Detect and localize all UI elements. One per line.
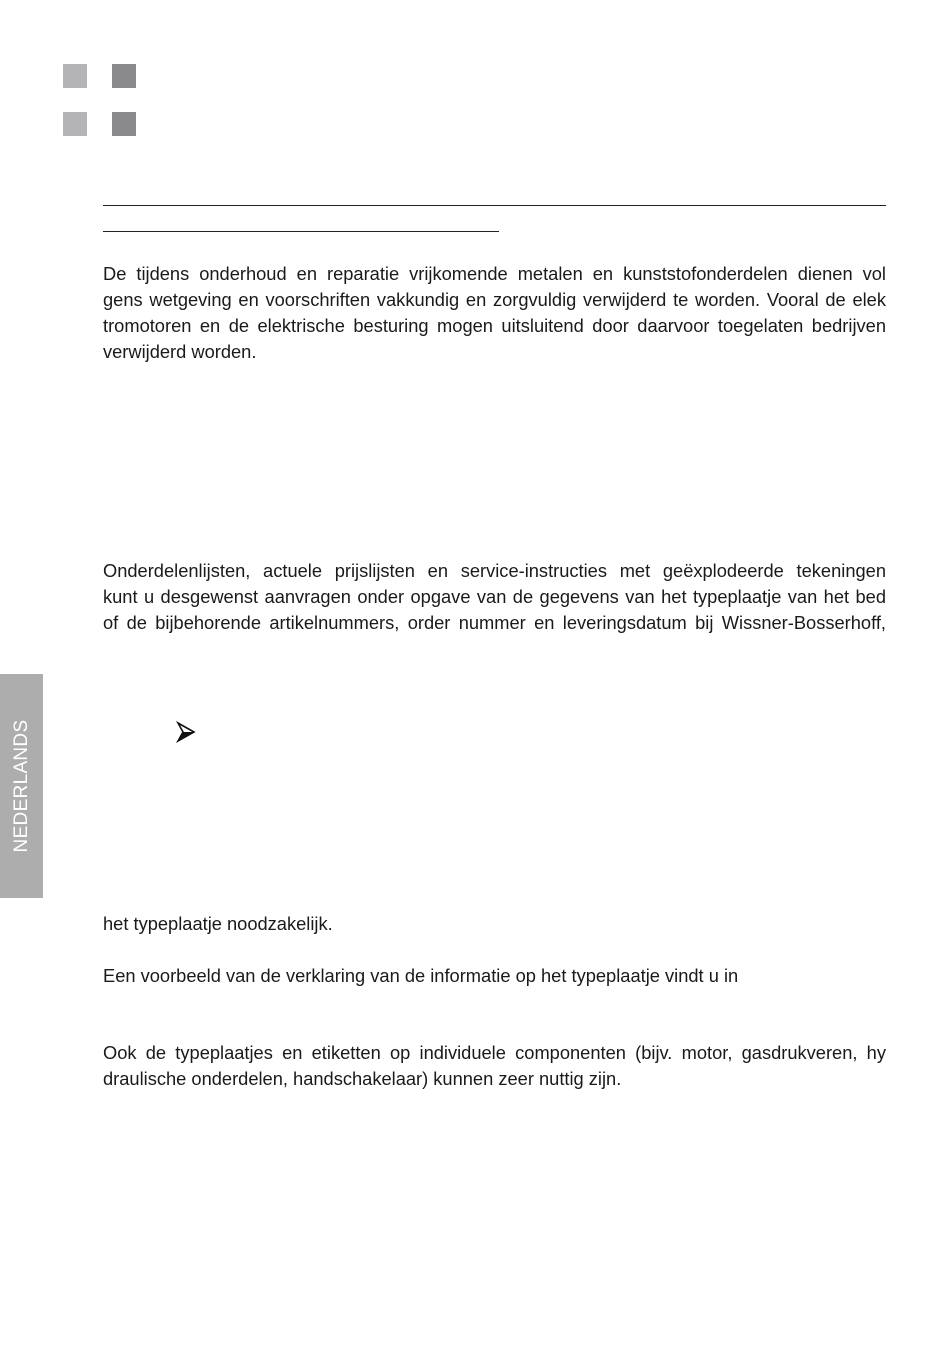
parts-lists-paragraph xyxy=(103,558,886,636)
text-line: kunt u desgewenst aanvragen onder opgave van de gegevens van het typeplaatje van het bed xyxy=(103,586,886,607)
text-line: het typeplaatje noodzakelijk. xyxy=(103,913,333,934)
text-line: tromotoren en de elektrische besturing mogen uitsluitend door daarvoor toegelaten bedrijven xyxy=(103,315,886,336)
typeplate-example-text xyxy=(103,963,738,989)
text-line: Ook de typeplaatjes en etiketten op individuele componenten (bijv. motor, gasdrukveren, hy xyxy=(103,1042,886,1063)
text-line: verwijderd worden. xyxy=(103,341,257,362)
components-paragraph xyxy=(103,1040,886,1092)
decorative-square-top-left xyxy=(63,64,87,88)
language-side-tab xyxy=(0,674,43,898)
text-line: De tijdens onderhoud en reparatie vrijkomende metalen en kunststofonderdelen dienen vol xyxy=(103,263,886,284)
typeplate-needed-text xyxy=(103,911,333,937)
header-rule-long xyxy=(103,205,886,206)
disposal-paragraph xyxy=(103,261,886,365)
text-line: draulische onderdelen, handschakelaar) kunnen zeer nuttig zijn. xyxy=(103,1068,622,1089)
header-rule-short xyxy=(103,231,499,232)
text-line: Een voorbeeld van de verklaring van de informatie op het typeplaatje vindt u in xyxy=(103,965,739,986)
arrowhead-bullet-icon xyxy=(176,721,196,743)
decorative-square-top-right xyxy=(112,64,136,88)
text-line: Onderdelenlijsten, actuele prijslijsten en service-instructies met geëxplodeerde tekeningen xyxy=(103,560,886,581)
decorative-square-bottom-left xyxy=(63,112,87,136)
decorative-square-bottom-right xyxy=(112,112,136,136)
text-line: of de bijbehorende artikelnummers, order nummer en leveringsdatum bij Wissner-Bosserhoff, xyxy=(103,612,886,633)
language-tab-label: NEDERLANDS xyxy=(10,719,32,853)
text-line: gens wetgeving en voorschriften vakkundig en zorgvuldig verwijderd te worden. Vooral de elek xyxy=(103,289,886,310)
